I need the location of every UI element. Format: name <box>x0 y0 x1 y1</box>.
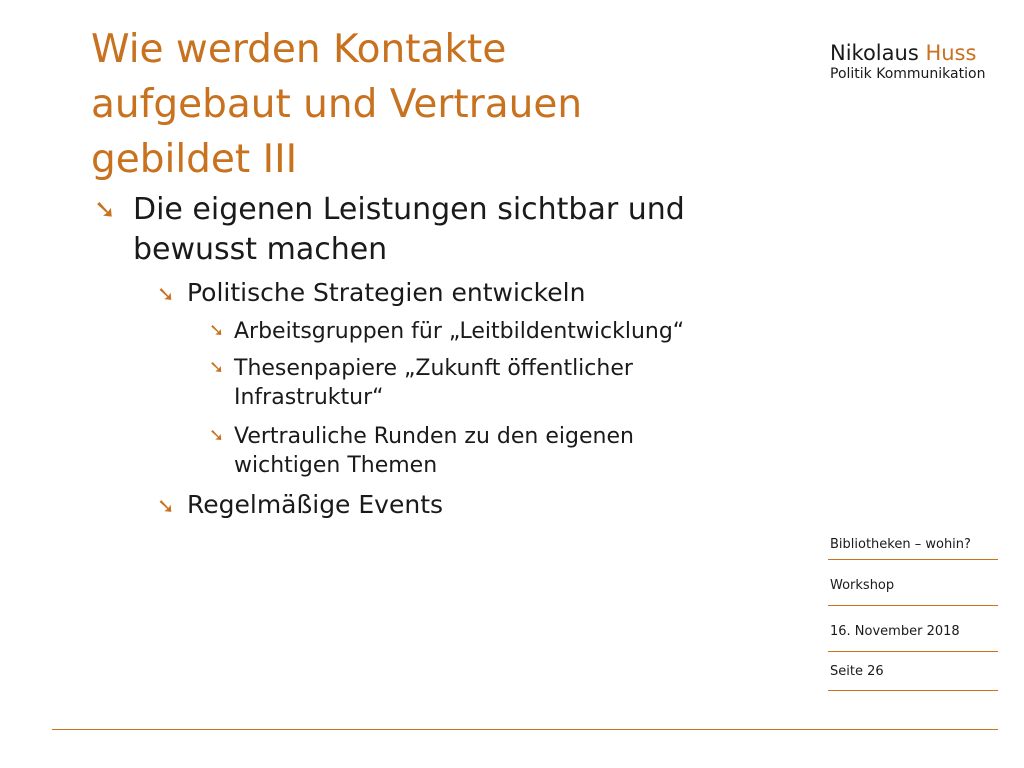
bullet-text-line: Thesenpapiere „Zukunft öffentlicher <box>234 356 633 381</box>
info-divider <box>828 605 998 606</box>
footer-rule <box>52 729 998 730</box>
title-line-1: Wie werden Kontakte <box>91 27 507 72</box>
info-event: Bibliotheken – wohin? <box>830 537 971 552</box>
arrow-down-right-icon: ➘ <box>157 494 175 518</box>
info-divider <box>828 559 998 560</box>
bullet-text-line: Vertrauliche Runden zu den eigenen <box>234 424 634 449</box>
info-divider <box>828 690 998 691</box>
brand-name <box>830 40 985 66</box>
bullet-text-line: Arbeitsgruppen für „Leitbildentwicklung“ <box>234 319 685 344</box>
brand-block <box>830 40 985 82</box>
brand-subtitle: Politik Kommunikation <box>830 66 986 82</box>
info-date: 16. November 2018 <box>830 624 960 639</box>
arrow-down-right-icon: ➘ <box>157 282 175 306</box>
info-type: Workshop <box>830 578 895 593</box>
arrow-down-right-icon: ➘ <box>94 195 116 225</box>
arrow-down-right-icon: ➘ <box>209 425 225 446</box>
bullet-text-line: Infrastruktur“ <box>234 385 384 410</box>
brand-last-name: Huss <box>925 41 977 65</box>
title-line-2: aufgebaut und Vertrauen <box>91 82 583 127</box>
info-page: Seite 26 <box>830 664 884 679</box>
bullet-text-line: bewusst machen <box>133 232 388 267</box>
slide-title <box>91 22 731 187</box>
bullet-text-line: Regelmäßige Events <box>187 490 444 519</box>
arrow-down-right-icon: ➘ <box>209 357 225 378</box>
bullet-text-line: Politische Strategien entwickeln <box>187 278 586 307</box>
info-divider <box>828 651 998 652</box>
bullet-text-line: Die eigenen Leistungen sichtbar und <box>133 192 685 227</box>
title-line-3: gebildet III <box>91 137 298 182</box>
arrow-down-right-icon: ➘ <box>209 320 225 341</box>
bullet-text-line: wichtigen Themen <box>234 453 438 478</box>
brand-first-name: Nikolaus <box>830 41 919 65</box>
